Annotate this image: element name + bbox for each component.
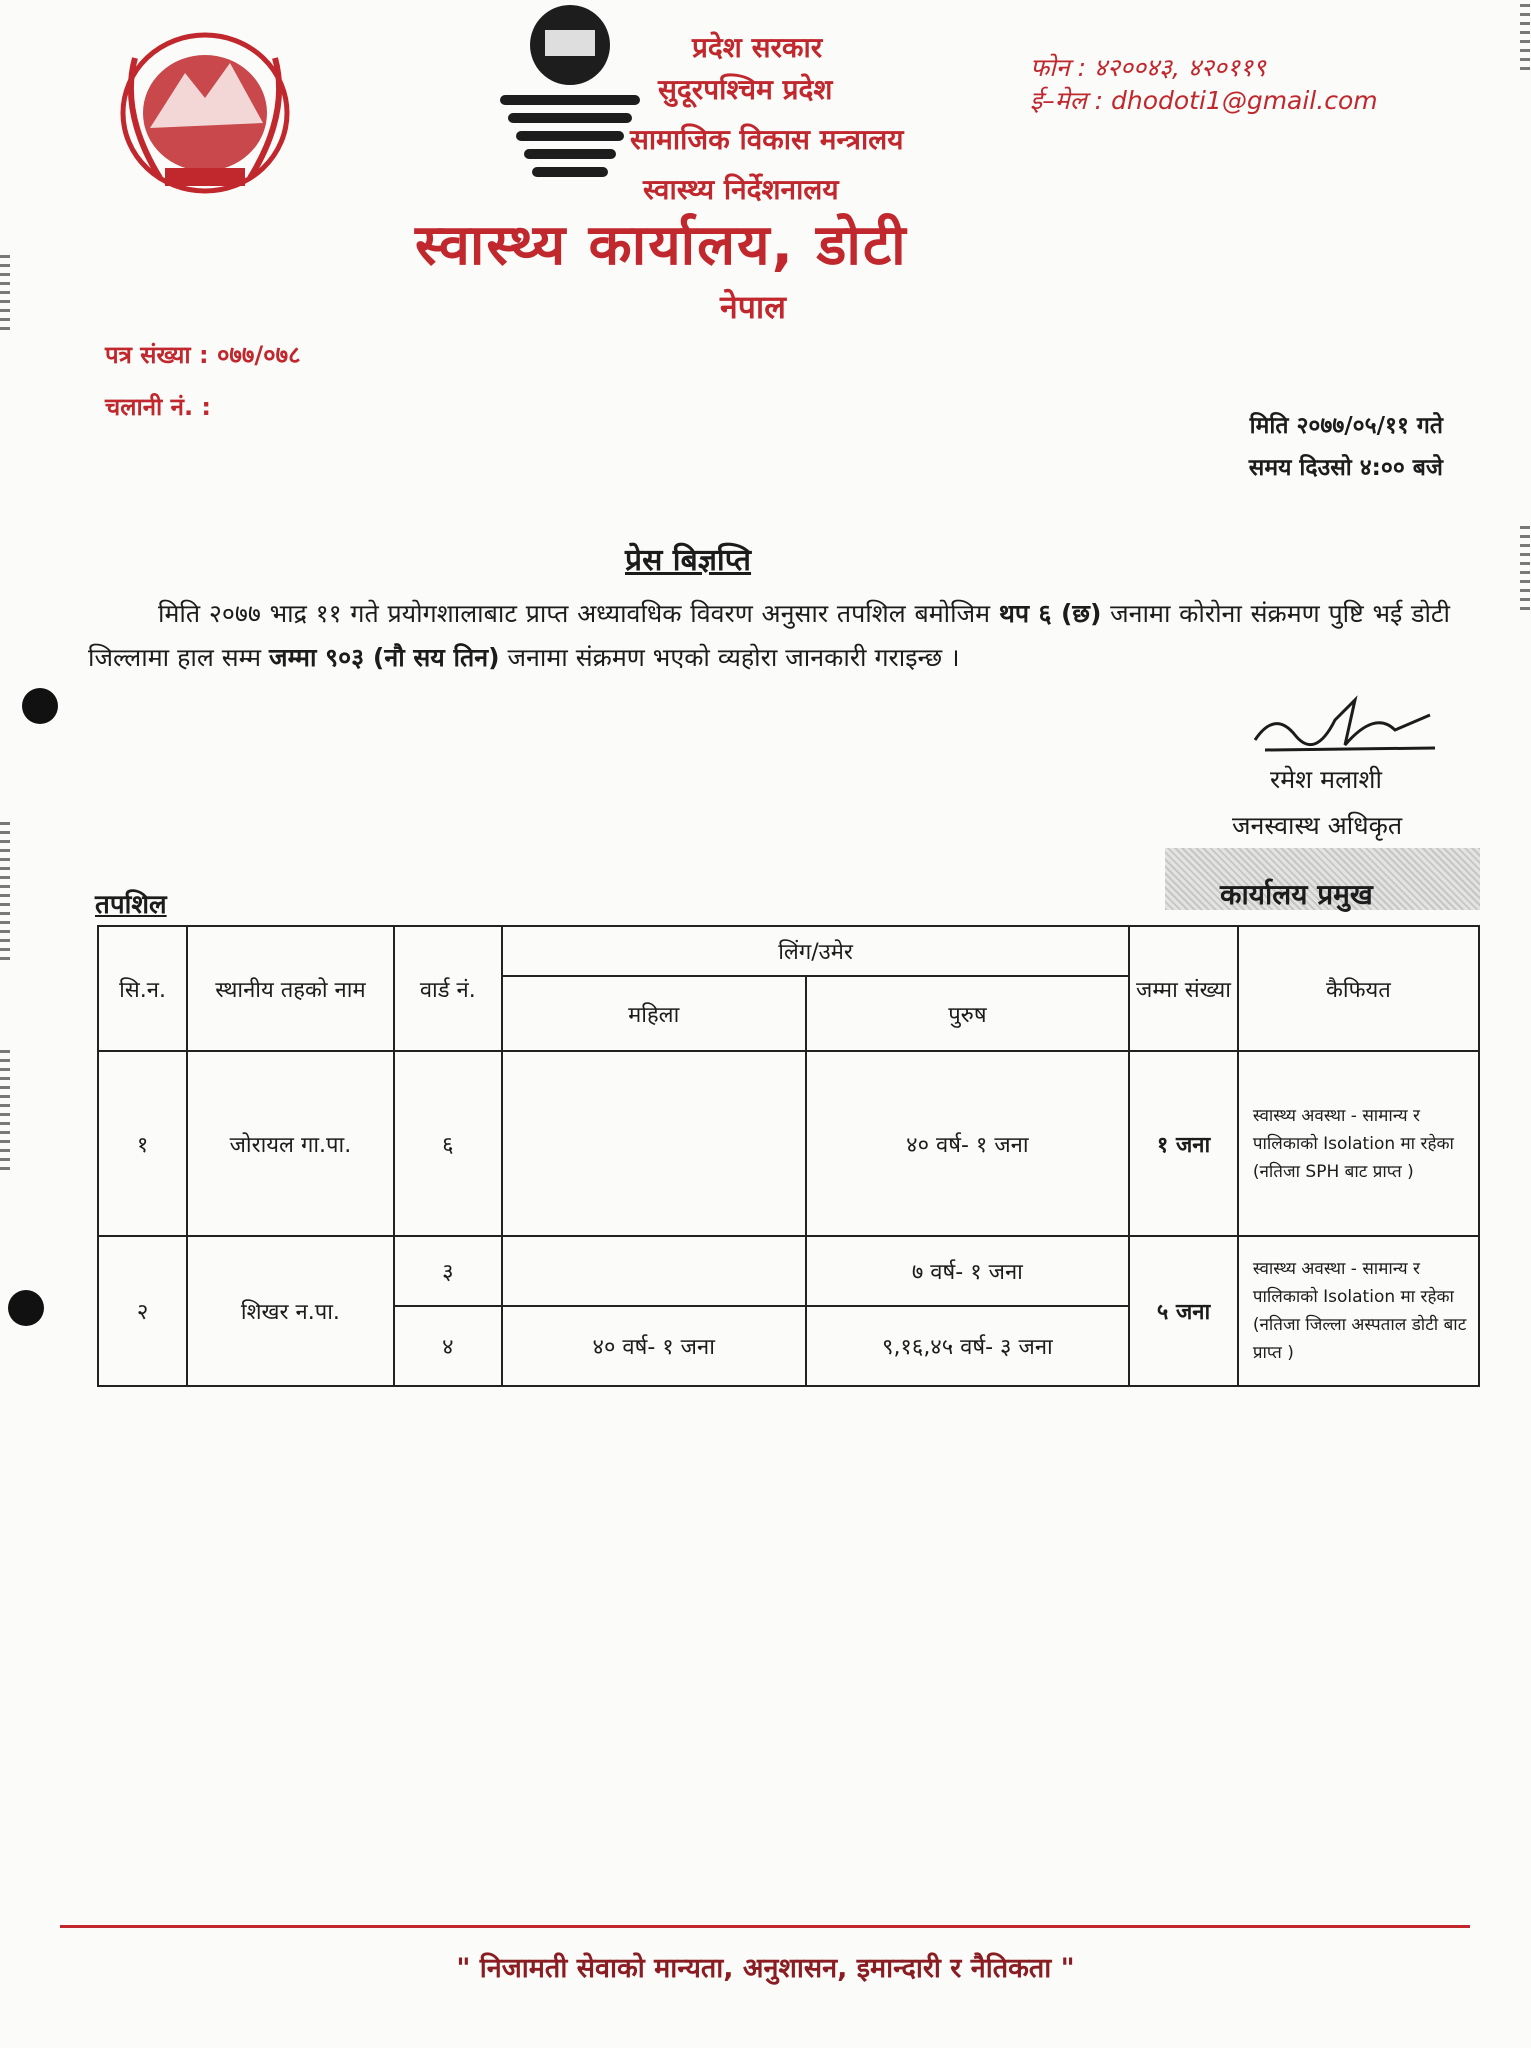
row1-local: जोरायल गा.पा.	[187, 1051, 394, 1236]
header-total: जम्मा संख्या	[1129, 926, 1238, 1051]
header-male: पुरुष	[806, 976, 1130, 1051]
email-address: ई–मेल : dhodoti1@gmail.com	[1030, 86, 1378, 115]
scan-edge-right	[1520, 0, 1530, 70]
notice-body	[88, 592, 1450, 680]
header-local-level: स्थानीय तहको नाम	[187, 926, 394, 1051]
footer-divider	[60, 1925, 1470, 1928]
punch-hole	[22, 688, 58, 724]
notice-body-start: मिति २०७७ भाद्र ११ गते प्रयोगशालाबाट प्राप्त अध्यावधिक विवरण अनुसार तपशिल बमोजिम	[158, 599, 999, 628]
row2-local: शिखर न.पा.	[187, 1236, 394, 1386]
footer-motto: " निजामती सेवाको मान्यता, अनुशासन, इमान्दारी र नैतिकता "	[456, 1953, 1075, 1984]
header-gender-age: लिंग/उमेर	[502, 926, 1129, 976]
row1-total: १ जना	[1129, 1051, 1238, 1236]
phone-number: फोन : ४२००४३, ४२०११९	[1030, 53, 1266, 82]
signatory-designation: जनस्वास्थ अधिकृत	[1232, 811, 1403, 840]
scan-edge-left	[0, 1050, 10, 1170]
row1-sn: १	[98, 1051, 187, 1236]
row2-sn: २	[98, 1236, 187, 1386]
office-title: स्वास्थ्य कार्यालय, डोटी	[415, 213, 908, 278]
header-line-3: सामाजिक विकास मन्त्रालय	[630, 123, 904, 156]
issue-time: समय दिउसो ४:०० बजे	[1248, 455, 1443, 481]
country-name: नेपाल	[720, 288, 786, 326]
header-sn: सि.न.	[98, 926, 187, 1051]
notice-body-mid: जनामा कोरोना संक्रमण पुष्टि भई डोटी जिल्लामा हाल सम्म	[88, 599, 1450, 672]
signatory-name: रमेश मलाशी	[1270, 765, 1382, 794]
signature-icon	[1245, 690, 1445, 760]
punch-hole	[8, 1290, 44, 1326]
scan-edge-left	[0, 250, 10, 330]
chalani-number: चलानी नं. :	[105, 393, 212, 421]
row1-ward: ६	[394, 1051, 502, 1236]
header-line-1: प्रदेश सरकार	[692, 31, 823, 64]
notice-body-end: जनामा संक्रमण भएको व्यहोरा जानकारी गराइन्छ ।	[499, 643, 960, 672]
row2-remarks: स्वास्थ्य अवस्था - सामान्य र पालिकाको Isolation मा रहेका (नतिजा जिल्ला अस्पताल डोटी बाट प्राप्त )	[1238, 1236, 1479, 1386]
scan-edge-right	[1520, 520, 1530, 610]
row2-ward-a: ३	[394, 1236, 502, 1306]
table-row	[98, 1051, 1479, 1236]
nepal-emblem-icon	[105, 18, 305, 198]
notice-bold-total-cases: जम्मा ९०३ (नौ सय तिन)	[269, 643, 500, 672]
table-row	[98, 1236, 1479, 1306]
header-female: महिला	[502, 976, 806, 1051]
header-ward: वार्ड नं.	[394, 926, 502, 1051]
row2-female-a	[502, 1236, 806, 1306]
notice-bold-new-cases: थप ६ (छ)	[998, 599, 1102, 628]
row2-ward-b: ४	[394, 1306, 502, 1386]
notice-title: प्रेस बिज्ञप्ति	[625, 543, 752, 578]
header-remarks: कैफियत	[1238, 926, 1479, 1051]
row2-female-b: ४० वर्ष- १ जना	[502, 1306, 806, 1386]
case-details-table	[97, 925, 1480, 1387]
stamp-text: कार्यालय प्रमुख	[1220, 878, 1373, 911]
row1-male: ४० वर्ष- १ जना	[806, 1051, 1130, 1236]
scan-edge-left	[0, 820, 10, 960]
government-seal-icon	[490, 0, 650, 190]
row2-male-a: ७ वर्ष- १ जना	[806, 1236, 1130, 1306]
issue-date: मिति २०७७/०५/११ गते	[1249, 413, 1443, 439]
row1-female	[502, 1051, 806, 1236]
header-line-4: स्वास्थ्य निर्देशनालय	[643, 173, 839, 206]
row1-remarks: स्वास्थ्य अवस्था - सामान्य र पालिकाको Isolation मा रहेका (नतिजा SPH बाट प्राप्त )	[1238, 1051, 1479, 1236]
header-line-2: सुदूरपश्चिम प्रदेश	[658, 73, 833, 106]
row2-male-b: ९,१६,४५ वर्ष- ३ जना	[806, 1306, 1130, 1386]
table-label: तपशिल	[95, 890, 167, 920]
row2-total: ५ जना	[1129, 1236, 1238, 1386]
patra-sankhya: पत्र संख्या : ०७७/०७८	[105, 341, 301, 369]
